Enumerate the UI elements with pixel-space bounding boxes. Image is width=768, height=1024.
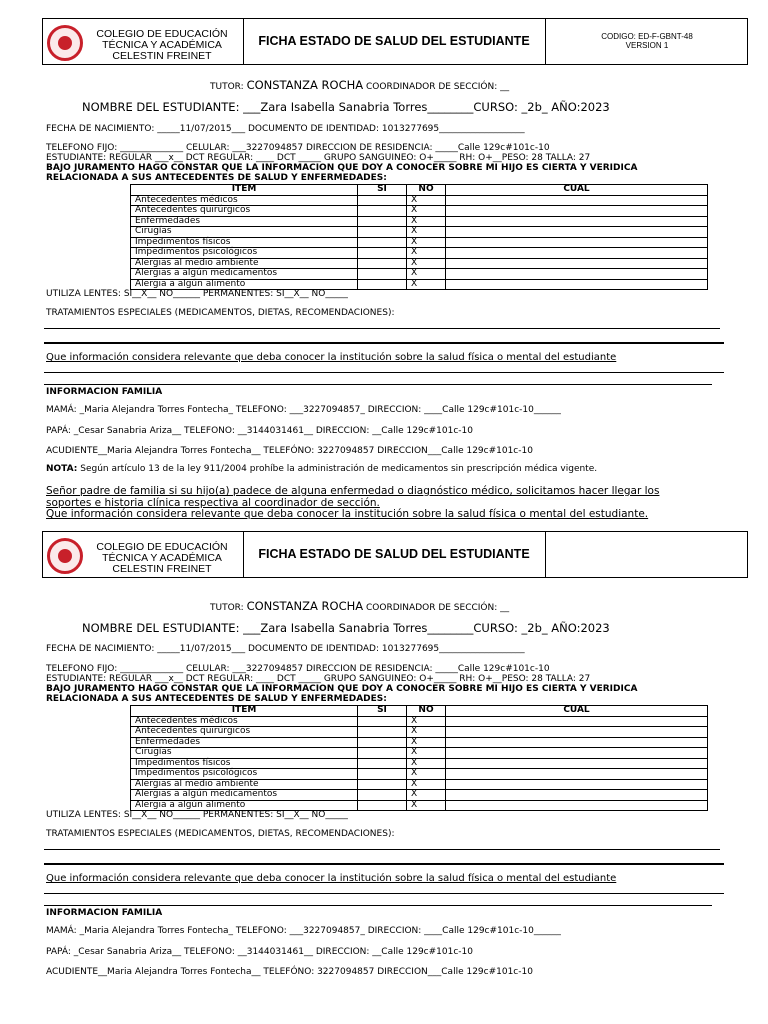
school-logo-cell	[43, 19, 244, 64]
tutor-name: CONSTANZA ROCHA	[246, 599, 364, 613]
mama-line: MAMÁ: _Maria Alejandra Torres Fontecha_ TELEFONO: ___3227094857_ DIRECCION: ____Calle 129c#101c-10______	[46, 926, 561, 936]
table-row: Alergias a algún medicamentos X	[131, 790, 708, 801]
treatments-line: TRATAMIENTOS ESPECIALES (MEDICAMENTOS, DIETAS, RECOMENDACIONES):	[46, 308, 395, 318]
oath-line-2: RELACIONADA A SUS ANTECEDENTES DE SALUD Y ENFERMEDADES:	[46, 694, 387, 704]
acudiente-line: ACUDIENTE__Maria Alejandra Torres Fontecha__ TELEFÓNO: 3227094857 DIRECCION___Calle 129c#101c-10	[46, 446, 533, 456]
family-heading: INFORMACION FAMILIA	[46, 908, 163, 918]
relevant-question: Que información considera relevante que deba conocer la institución sobre la salud física o mental del estudiante	[46, 352, 617, 363]
divider	[44, 384, 712, 385]
school-logo-icon	[47, 25, 83, 61]
treatments-line: TRATAMIENTOS ESPECIALES (MEDICAMENTOS, DIETAS, RECOMENDACIONES):	[46, 829, 395, 839]
status-line: ESTUDIANTE: REGULAR ___x__ DCT REGULAR: ____ DCT _____ GRUPO SANGUINEO: O+_____ RH: O+__PESO: 28 TALLA: 27	[46, 674, 591, 684]
lenses-line: UTILIZA LENTES: SI__X__ NO______ PERMANENTES: SI__X__ NO_____	[46, 289, 348, 299]
birth-line: FECHA DE NACIMIENTO: _____11/07/2015___ DOCUMENTO DE IDENTIDAD: 1013277695___________________	[46, 124, 525, 134]
table-row: Antecedentes quirúrgicos X	[131, 727, 708, 738]
student-line: NOMBRE DEL ESTUDIANTE: ___Zara Isabella Sanabria Torres________CURSO: _2b_ AÑO:2023	[82, 100, 610, 114]
papa-line: PAPÁ: _Cesar Sanabria Ariza__ TELEFONO: __3144031461__ DIRECCION: __Calle 129c#101c-10	[46, 947, 473, 957]
table-header-row: ITEM SI NO CUAL	[131, 706, 708, 717]
divider	[44, 342, 724, 344]
divider	[44, 905, 712, 906]
lenses-line: UTILIZA LENTES: SI__X__ NO______ PERMANENTES: SI__X__ NO_____	[46, 810, 348, 820]
tutor-name: CONSTANZA ROCHA	[246, 78, 364, 92]
table-row: Enfermedades X	[131, 216, 708, 227]
divider	[44, 893, 724, 894]
divider	[44, 849, 720, 850]
table-row: Cirugías X	[131, 748, 708, 759]
table-row: Alergias al medio ambiente X	[131, 779, 708, 790]
table-row: Alergia a algún alimento X	[131, 279, 708, 290]
table-row: Impedimentos físicos X	[131, 758, 708, 769]
form-title: FICHA ESTADO DE SALUD DEL ESTUDIANTE	[258, 34, 530, 48]
table-row: Impedimentos psicológicos X	[131, 248, 708, 259]
phone-line: TELEFONO FIJO: ______________ CELULAR: ___3227094857 DIRECCION DE RESIDENCIA: _____Calle 129c#101c-10	[46, 143, 550, 153]
oath-line: BAJO JURAMENTO HAGO CONSTAR QUE LA INFORMACION QUE DOY A CONOCER SOBRE MI HIJO ES CIERTA Y VERIDICA	[46, 163, 638, 173]
divider	[44, 328, 720, 329]
student-line: NOMBRE DEL ESTUDIANTE: ___Zara Isabella Sanabria Torres________CURSO: _2b_ AÑO:2023	[82, 621, 610, 635]
table-row: Alergia a algún alimento X	[131, 800, 708, 811]
parent-notice: Que información considera relevante que deba conocer la institución sobre la salud física o mental del estudiante.	[46, 508, 649, 520]
table-row: Antecedentes médicos X	[131, 716, 708, 727]
table-header-row: ITEM SI NO CUAL	[131, 185, 708, 196]
school-name: COLEGIO DE EDUCACIÓN TÉCNICA Y ACADÉMICA CELESTIN FREINET	[96, 28, 228, 62]
family-heading: INFORMACION FAMILIA	[46, 387, 163, 397]
form-title: FICHA ESTADO DE SALUD DEL ESTUDIANTE	[258, 547, 530, 561]
note-line: NOTA: Según artículo 13 de la ley 911/2004 prohíbe la administración de medicamentos sin prescripción médica vigente.	[46, 464, 598, 474]
school-logo-cell	[43, 532, 244, 577]
birth-line: FECHA DE NACIMIENTO: _____11/07/2015___ DOCUMENTO DE IDENTIDAD: 1013277695___________________	[46, 644, 525, 654]
acudiente-line: ACUDIENTE__Maria Alejandra Torres Fontecha__ TELEFÓNO: 3227094857 DIRECCION___Calle 129c#101c-10	[46, 967, 533, 977]
table-row: Impedimentos físicos X	[131, 237, 708, 248]
table-row: Enfermedades X	[131, 737, 708, 748]
health-table	[130, 705, 708, 811]
school-logo-icon	[47, 538, 83, 574]
form-header	[42, 531, 748, 578]
table-row: Antecedentes quirúrgicos X	[131, 206, 708, 217]
table-row: Cirugías X	[131, 227, 708, 238]
mama-line: MAMÁ: _Maria Alejandra Torres Fontecha_ TELEFONO: ___3227094857_ DIRECCION: ____Calle 129c#101c-10______	[46, 405, 561, 415]
tutor-line: TUTOR: CONSTANZA ROCHA COORDINADOR DE SECCIÓN: __	[210, 599, 510, 613]
table-row: Antecedentes médicos X	[131, 195, 708, 206]
parent-notice: soportes e historia clínica respectiva al coordinador de sección.	[46, 497, 380, 509]
relevant-question: Que información considera relevante que deba conocer la institución sobre la salud física o mental del estudiante	[46, 873, 617, 884]
papa-line: PAPÁ: _Cesar Sanabria Ariza__ TELEFONO: __3144031461__ DIRECCION: __Calle 129c#101c-10	[46, 426, 473, 436]
school-name: COLEGIO DE EDUCACIÓN TÉCNICA Y ACADÉMICA CELESTIN FREINET	[96, 541, 228, 575]
form-header	[42, 18, 748, 65]
tutor-line: TUTOR: CONSTANZA ROCHA COORDINADOR DE SECCIÓN: __	[210, 78, 510, 92]
phone-line: TELEFONO FIJO: ______________ CELULAR: ___3227094857 DIRECCION DE RESIDENCIA: _____Calle 129c#101c-10	[46, 664, 550, 674]
parent-notice: Señor padre de familia si su hijo(a) padece de alguna enfermedad o diagnóstico médico, solicitamos hacer llegar los	[46, 485, 660, 497]
oath-line-2: RELACIONADA A SUS ANTECEDENTES DE SALUD Y ENFERMEDADES:	[46, 173, 387, 183]
form-code: CODIGO: ED-F-GBNT-48 VERSION 1	[601, 32, 693, 50]
divider	[44, 863, 724, 865]
status-line: ESTUDIANTE: REGULAR ___x__ DCT REGULAR: ____ DCT _____ GRUPO SANGUINEO: O+_____ RH: O+__PESO: 28 TALLA: 27	[46, 153, 591, 163]
health-table	[130, 184, 708, 290]
divider	[44, 372, 724, 373]
table-row: Alergias al medio ambiente X	[131, 258, 708, 269]
table-row: Impedimentos psicológicos X	[131, 769, 708, 780]
oath-line: BAJO JURAMENTO HAGO CONSTAR QUE LA INFORMACION QUE DOY A CONOCER SOBRE MI HIJO ES CIERTA Y VERIDICA	[46, 684, 638, 694]
table-row: Alergias a algún medicamentos X	[131, 269, 708, 280]
